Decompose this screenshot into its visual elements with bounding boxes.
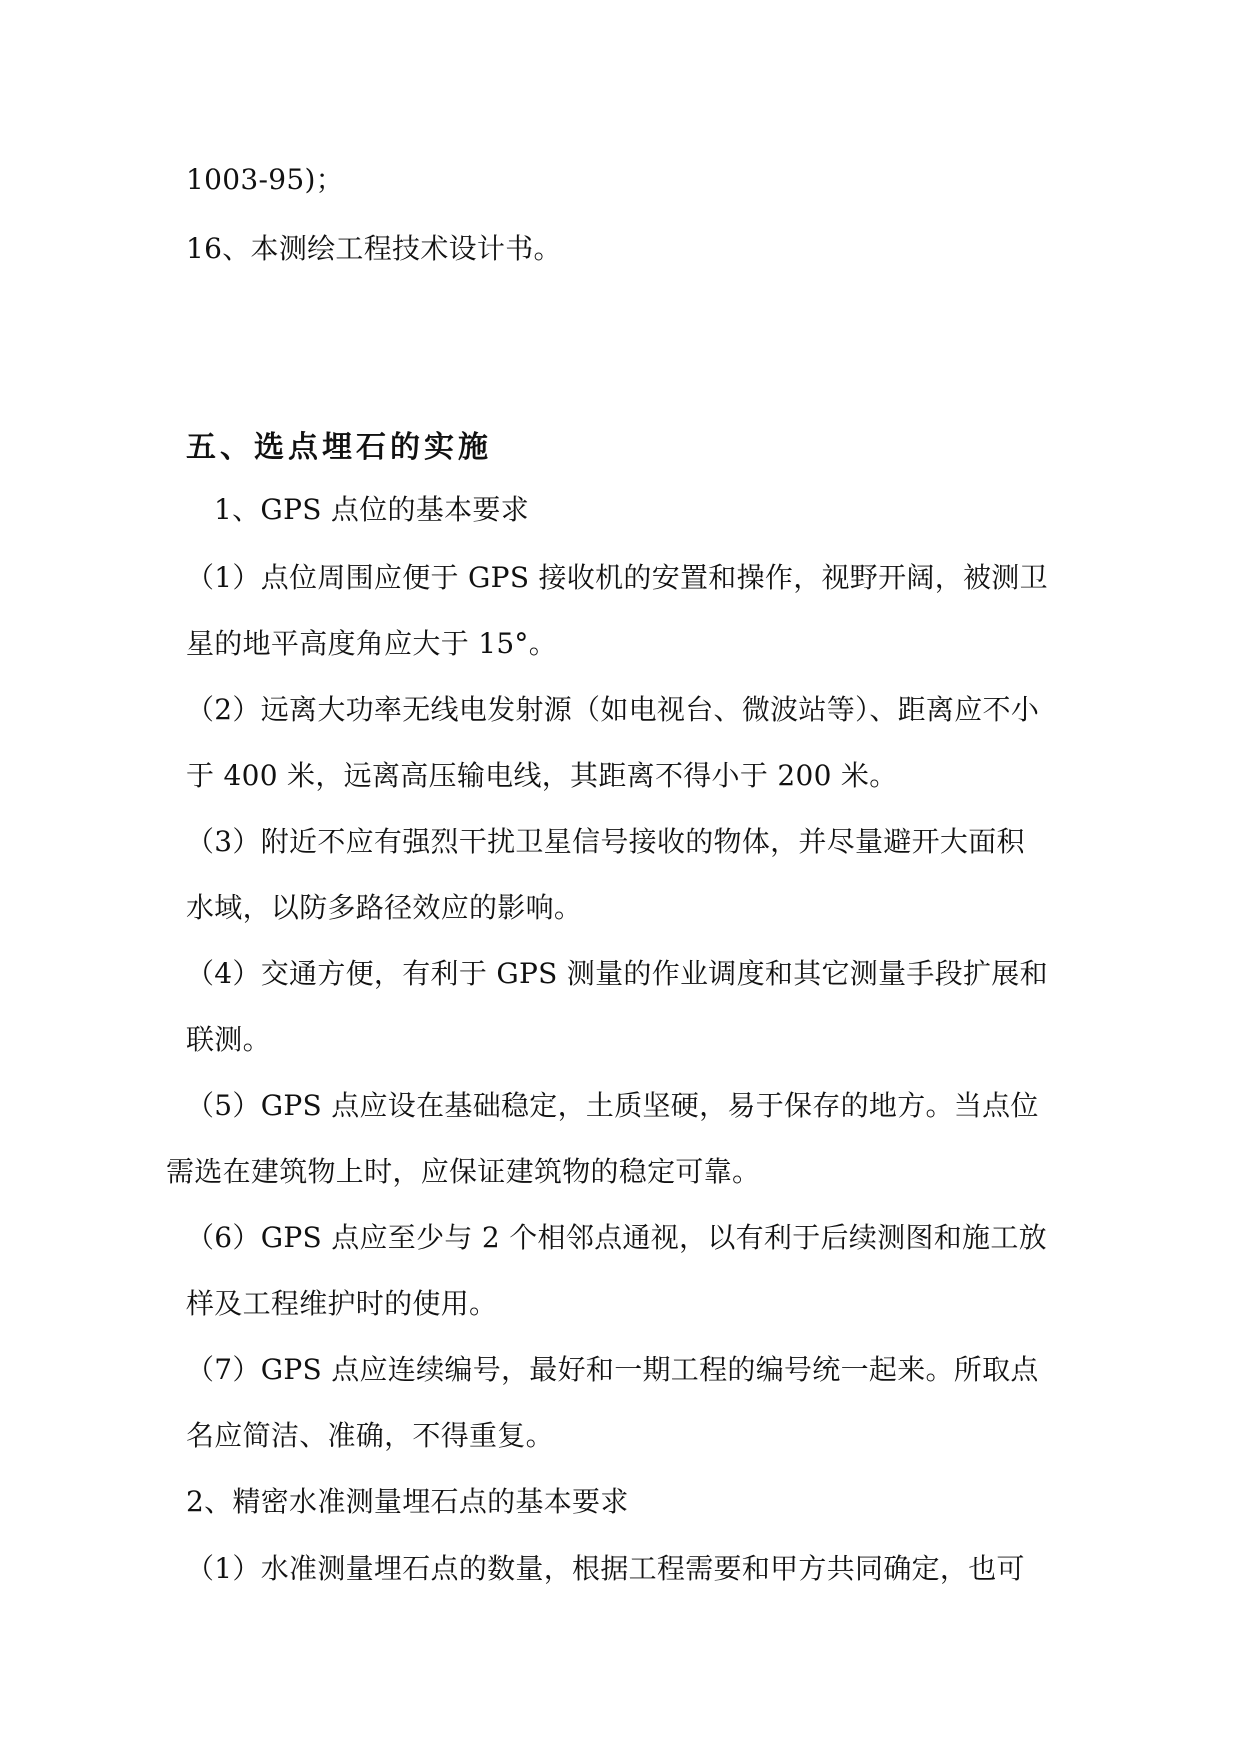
text-line: 名应简洁、准确，不得重复。 — [186, 1419, 554, 1452]
text-line: 16、本测绘工程技术设计书。 — [186, 232, 562, 265]
text-line: （6）GPS 点应至少与 2 个相邻点通视，以有利于后续测图和施工放 — [186, 1221, 1047, 1254]
text-line: 于 400 米，远离高压输电线，其距离不得小于 200 米。 — [186, 759, 898, 792]
text-line: （1）水准测量埋石点的数量，根据工程需要和甲方共同确定，也可 — [186, 1552, 1025, 1585]
text-line: （4）交通方便，有利于 GPS 测量的作业调度和其它测量手段扩展和 — [186, 957, 1048, 990]
text-line: 联测。 — [186, 1023, 271, 1056]
text-line: （5）GPS 点应设在基础稳定，土质坚硬，易于保存的地方。当点位 — [186, 1089, 1039, 1122]
text-line: 星的地平高度角应大于 15°。 — [186, 627, 558, 660]
text-line: （1）点位周围应便于 GPS 接收机的安置和操作，视野开阔，被测卫 — [186, 561, 1048, 594]
subsection-heading: 2、精密水准测量埋石点的基本要求 — [186, 1485, 629, 1518]
text-line: 需选在建筑物上时，应保证建筑物的稳定可靠。 — [166, 1155, 761, 1188]
text-line: （3）附近不应有强烈干扰卫星信号接收的物体，并尽量避开大面积 — [186, 825, 1025, 858]
text-line: 1003-95)； — [186, 163, 344, 196]
subsection-heading: 1、GPS 点位的基本要求 — [214, 493, 530, 526]
section-heading: 五、选点埋石的实施 — [186, 430, 492, 465]
text-line: 样及工程维护时的使用。 — [186, 1287, 498, 1320]
text-line: 水域，以防多路径效应的影响。 — [186, 891, 583, 924]
text-line: （2）远离大功率无线电发射源（如电视台、微波站等）、距离应不小 — [186, 693, 1040, 726]
text-line: （7）GPS 点应连续编号，最好和一期工程的编号统一起来。所取点 — [186, 1353, 1039, 1386]
